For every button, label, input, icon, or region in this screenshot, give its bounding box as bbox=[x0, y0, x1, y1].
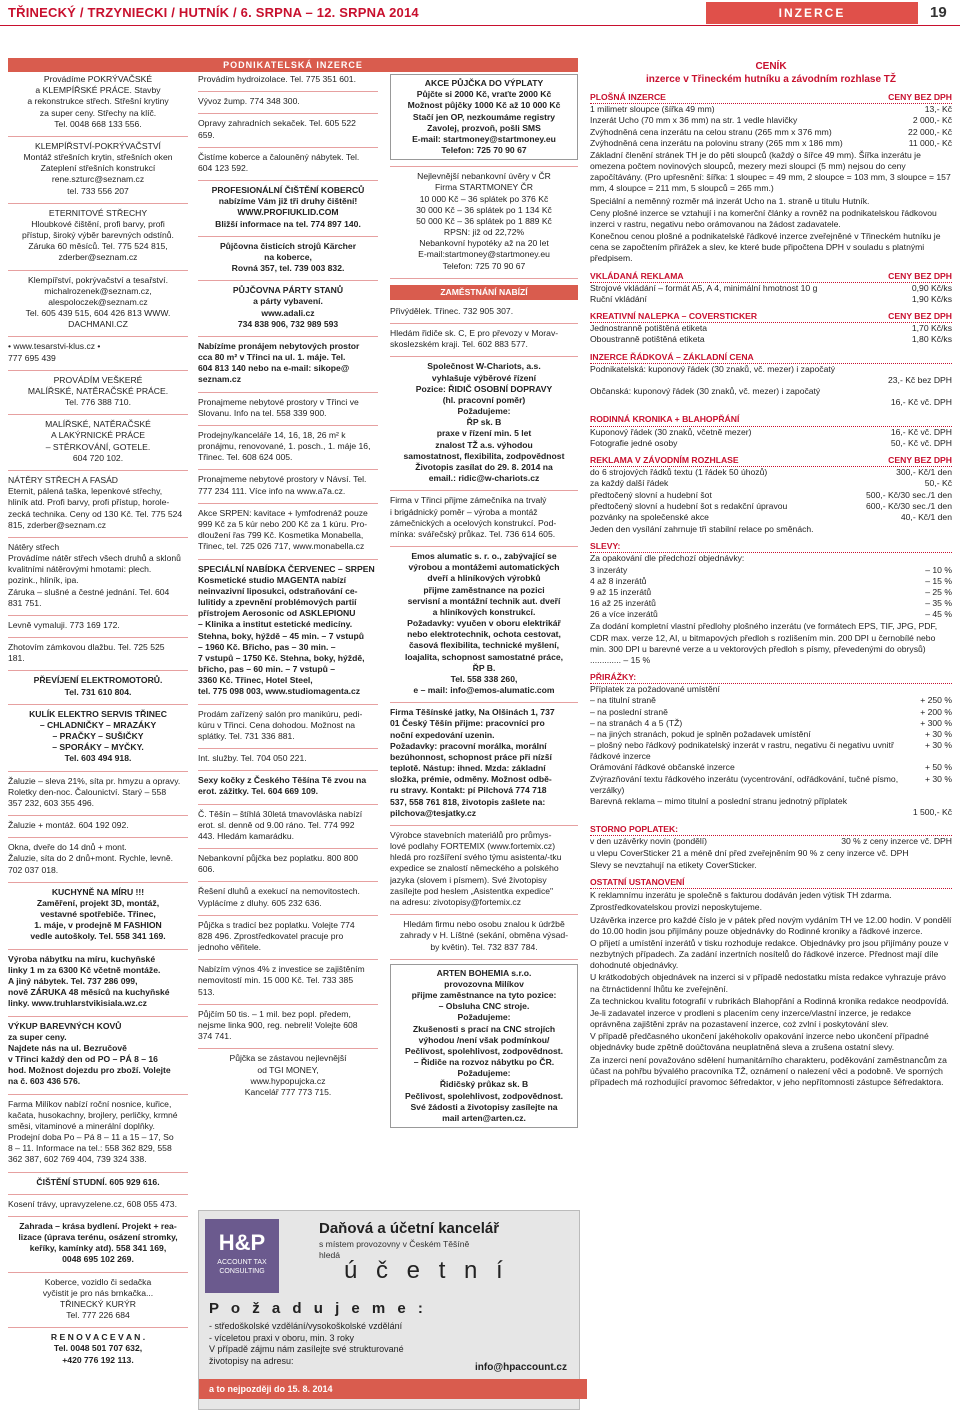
price-value: – 35 % bbox=[925, 598, 952, 609]
price-item: Strojové vkládání – formát A5, A 4, minimální hmotnost 10 g bbox=[590, 282, 818, 293]
classified-ad: ARTEN BOHEMIA s.r.o. provozovna Milíkov přijme zaměstnance na tyto pozice: – Obsluha CNC strojе. Požadujeme: Zkušenosti s prací na CNC strojích výhodou /není však podmínkou/ Pečlivost, spolehlivost, zodpovědnost. – Řidiče na rozvoz nábytku po ČR. Požadujeme: Řidičský průkaz sk. B Pečlivost, spolehlivost, zodpovědnost. Své žádosti a životopisy zasílejte na mail arten@arten.cz. bbox=[390, 964, 578, 1128]
price-note: U krátkodobých objednávek na inzerci si v případě nedostatku místa redakce vyhrazuje právo na čtrnáctidenní lhůtu ke zveřejnění. bbox=[590, 972, 946, 994]
ad-divider bbox=[198, 336, 378, 337]
classified-ad: R E N O V A C E V A N . Tel. 0048 501 707 632, +420 776 192 113. bbox=[50, 1332, 146, 1365]
ad-divider bbox=[8, 470, 188, 471]
price-note: Je-li zadavatel inzerce v prodleni s placením ceny inzerce/vlastní inzerce, je redakce oprávněna zajištěni zpráv na pozastavení inzerce, coż zvlní i poskytování slev. bbox=[590, 1007, 911, 1030]
ad-divider bbox=[198, 559, 378, 560]
classified-ad: KLEMPÍŘSTVÍ-POKRÝVAČSTVÍ Montáž střešních krytin, střešních oken Zateplení střešních konstrukcí rene.szturc@seznam.cz tel. 733 556 207 bbox=[23, 140, 173, 196]
price-value bbox=[948, 386, 952, 397]
price-value: 1,90 Kč/ks bbox=[911, 293, 952, 304]
price-item: Fotografie jedné osoby bbox=[590, 437, 678, 448]
ad-divider bbox=[8, 537, 188, 538]
price-value: 22 000,- Kč bbox=[908, 126, 952, 137]
price-row bbox=[590, 553, 952, 564]
ad-divider bbox=[198, 236, 378, 237]
classified-ad: Akce SRPEN: kavitace + lymfodrenáž pouze 999 Kč za 5 kúr nebo 200 Kč za 1 kúru. Pro- dloužení řas 799 Kč. Kosmetika Monabella, Třinec, tel. 725 026 717, www.monabella.cz bbox=[198, 507, 368, 552]
price-value bbox=[948, 796, 952, 807]
price-section-heading bbox=[590, 672, 952, 684]
section-title: SLEVY: bbox=[590, 541, 621, 552]
price-value: 50,- Kč vč. DPH bbox=[890, 437, 952, 448]
price-value: 1,70 Kč/ks bbox=[911, 323, 952, 334]
price-value: – 10 % bbox=[925, 564, 952, 575]
price-item: Orámování řádkové občanské inzerce bbox=[590, 762, 735, 773]
ad-deadline: a to nejpozději do 15. 8. 2014 bbox=[199, 1379, 587, 1399]
price-value: 500,- Kč/30 sec./1 den bbox=[866, 489, 952, 500]
page-header bbox=[0, 0, 960, 26]
price-note: Zprostředkovatelskou provizi neposkytujeme. bbox=[590, 902, 762, 913]
price-row bbox=[590, 796, 952, 807]
price-note: Jeden den vysílání zahrnuje tři stabilní relace po směnách. bbox=[590, 524, 814, 535]
price-item: 4 až 8 inzerátů bbox=[590, 575, 647, 586]
price-item: 1 milimetr sloupce (šířka 49 mm) bbox=[590, 104, 715, 115]
ads-column-1 bbox=[8, 74, 188, 1372]
classified-ad: MALÍŘSKÉ, NATĚRAČSKÉ A LAKÝRNICKÉ PRÁCE – STĚRKOVÁNÍ, GOTELE. 604 720 102. bbox=[45, 419, 151, 463]
price-section-heading bbox=[590, 824, 952, 836]
price-row bbox=[590, 587, 952, 598]
price-value: 1,80 Kč/ks bbox=[911, 334, 952, 345]
section-title: VKLÁDANÁ REKLAMA bbox=[590, 270, 684, 281]
ad-divider bbox=[8, 270, 188, 271]
price-row bbox=[590, 565, 952, 576]
ad-divider bbox=[198, 804, 378, 805]
header-rule bbox=[0, 25, 960, 26]
classified-ad: Kosení trávy, upravyzelene.cz, 608 055 473. bbox=[8, 1198, 177, 1209]
price-row bbox=[590, 490, 952, 501]
ad-divider bbox=[198, 1004, 378, 1005]
price-row bbox=[590, 467, 952, 478]
classified-ad: Nátěry střech Provádíme nátěr střech všech druhů a sklonů kvalitními nátěrovými hmotami: plech. pozink., hliník, ipa. Záruka – slušné a čestné jednání. Tel. 604 831 751. bbox=[8, 541, 181, 608]
classified-ad: Provádíme POKRÝVAČSKÉ a KLEMPÍŘSKÉ PRÁCE. Stavby a rekonstrukce střech. Střešní krytiny za super ceny. Střechy na klíč. Tel. 0048 668 133 556. bbox=[27, 74, 169, 129]
price-value: 23,- Kč bez DPH bbox=[888, 374, 952, 385]
ad-requirements: - středoškolské vzdělání/vysokoškolské vzdělání - víceletou praxi v oboru, min. 3 roky V případě zájmu nám zasílejte své strukturované životopisy na adresu: bbox=[209, 1321, 404, 1367]
price-list-subtitle: inzerce v Třineckém hutníku a závodním rozhlase TŽ bbox=[645, 74, 897, 85]
classified-ad: Žaluzie – sleva 21%, síta pr. hmyzu a opravy. Roletky den-noc. Čalounictví. Starý – 558 357 232, 603 355 496. bbox=[8, 775, 181, 808]
price-value: – 25 % bbox=[925, 586, 952, 597]
ad-divider bbox=[198, 959, 378, 960]
price-item: Podnikatelská: kuponový řádek (30 znaků, vč. mezer) i započatý bbox=[590, 363, 836, 374]
price-value: 16,- Kč vč. DPH bbox=[890, 397, 952, 408]
classified-ad: Prodejny/kanceláře 14, 16, 18, 26 m² k pronájmu, renovované, 1. posch., 1. máje 16, Třinec. Tel. 608 624 005. bbox=[198, 429, 371, 463]
classified-ad: Nejlevnější nebankovní úvěry v ČR Firma STARTMONEY ČR 10 000 Kč – 36 splátek po 376 Kč 30 000 Kč – 36 splátek po 1 134 Kč 50 000 Kč – 36 splátek po 1 889 Kč RPSN: již od 22,72% Nebankovní hypotéky až na 20 let E-mail:startmoney@startmoney.eu Telefon: 725 70 90 67 bbox=[416, 171, 552, 271]
classified-ad: PROFESIONÁLNÍ ČIŠTĚNÍ KOBERCŮ nabízíme Vám již tři druhy čištění! WWW.PROFIUKLID.COM Bližší informace na tel. 774 897 140. bbox=[211, 185, 365, 229]
section-price-label: CENY BEZ DPH bbox=[888, 270, 952, 281]
price-item: Příplatek za požadované umístění bbox=[590, 684, 720, 695]
price-value: + 30 % bbox=[925, 728, 952, 739]
price-note: V případě předčasného ukončení jakéhokoliv opakování inzerce nebo ukončení případné objednávky bude zpětně doúčtována neuplatněná sleva a zrušena ostatní slevy. bbox=[590, 1031, 929, 1053]
price-item: Ruční vkládání bbox=[590, 293, 647, 304]
ad-divider bbox=[198, 770, 378, 771]
price-row bbox=[590, 740, 952, 762]
classified-ad: Sexy kočky z Českého Těšína Tě zvou na erot. záž​itky. Tel. 604 669 109. bbox=[198, 775, 367, 797]
classified-ad: PŮJČOVNA PÁRTY STANŮ a párty vybavení. www.adali.cz 734 838 906, 732 989 593 bbox=[232, 285, 344, 329]
ad-divider bbox=[8, 670, 188, 671]
price-note: Základní členění stránek TH je do pěti sloupců (každý o šířce 49 mm). Šířka inzerátu je omezena počtem novinových sloupců, mezery mezi sloupci (5 mm) nejsou do ceny započítávány. (Pro upřesnění: šířka: 1 sloupec = 49 mm, 2 sloupce = 103 mm, 3 sloupce = 157 mm, 4 sloupce = 211 mm, 5 sloupců = 265 mm.) bbox=[590, 149, 951, 194]
hp-account-ad bbox=[198, 1210, 580, 1410]
ad-divider bbox=[8, 1327, 188, 1328]
ad-divider bbox=[390, 914, 578, 915]
ad-divider bbox=[198, 113, 378, 114]
classified-ad: KUCHYNĚ NA MÍRU !!! Zaměření, projekt 3D, montáž, vestavné spotřebiče. Třinec, 1. máje, v prodejně M FASHION vedle autoškoly. Tel. 558 341 169. bbox=[30, 886, 166, 942]
classified-ad: Zahrada – krása bydlení. Projekt + rea- lizace (úprava terénu, osázení stromky, keříky, kamínky atd). 558 341 169, 0048 695 102 269. bbox=[18, 1220, 178, 1265]
ad-divider bbox=[8, 1272, 188, 1273]
price-row bbox=[590, 762, 952, 773]
price-item: – na stranách 4 a 5 (TŽ) bbox=[590, 717, 683, 728]
price-value: 50,- Kč bbox=[924, 478, 952, 489]
price-row bbox=[590, 774, 952, 796]
price-value: – 45 % bbox=[925, 609, 952, 620]
ad-divider bbox=[198, 91, 378, 92]
price-row bbox=[590, 397, 952, 408]
price-value: + 250 % bbox=[920, 695, 952, 706]
ad-divider bbox=[8, 882, 188, 883]
price-row bbox=[590, 115, 952, 126]
price-item: Jednostranně potištěná etiketa bbox=[590, 323, 708, 334]
classified-ad: Levně vymaluji. 773 169 172. bbox=[8, 619, 120, 630]
classified-ad: Opravy zahradních sekaček. Tel. 605 522 659. bbox=[198, 118, 356, 140]
ad-subtitle: s místem provozovny v Českém Těšíně hledá bbox=[319, 1239, 470, 1261]
price-row bbox=[590, 848, 952, 859]
ad-divider bbox=[198, 704, 378, 705]
ad-divider bbox=[390, 323, 578, 324]
price-value: 0,90 Kč/ks bbox=[911, 282, 952, 293]
ad-divider bbox=[198, 280, 378, 281]
price-note: Uzávěrka inzerce pro každé číslo je v pátek před novým vydáním TH ve 12.00 hodin. V pondělí do 10.00 hodin jsou přijímány pouze objednávky do Rodinné kroniky a řádkové inzerce. bbox=[590, 914, 952, 936]
price-value: 300,- Kč/1 den bbox=[896, 467, 952, 478]
ad-divider bbox=[198, 503, 378, 504]
classified-ad: Kobercе, vozidlo či sedačka vyčistit je pro nás brnkačka... TŘINECKÝ KURÝR Tel. 777 226 684 bbox=[42, 1276, 154, 1321]
price-value: – 15 % bbox=[925, 575, 952, 586]
price-value: 2 000,- Kč bbox=[912, 115, 952, 126]
price-section-heading bbox=[590, 92, 952, 104]
price-item: předtočený slovní a hudební šot s redakční úpravou bbox=[590, 500, 788, 511]
classified-ad: Firma Těšínské jatky, Na Olšinách 1, 737 01 Český Těšín přijme: pracovníci pro noční expedování uzenin. Požadavky: pracovní morálka, morální bezúhonnost, schopnost práce při nízší teplotě. Nástup: ihned. Mzda: základní složka, prémie, odměny. Možnost odbě- ru stravy. Kontakt: pí Pilchová 774 718 537, 558 761 818, životopis zašlete na: pilchova@tesjatky.cz bbox=[390, 707, 555, 818]
price-value: 600,- Kč/30 sec./1 den bbox=[866, 500, 952, 511]
page-number: 19 bbox=[930, 4, 947, 21]
price-section-heading bbox=[590, 311, 952, 323]
price-item: 3 inzeráty bbox=[590, 564, 628, 575]
section-price-label: CENY BEZ DPH bbox=[888, 92, 952, 102]
price-value: + 50 % bbox=[925, 762, 952, 773]
ad-require-head: P o ž a d u j e m e : bbox=[209, 1300, 427, 1317]
price-item: – na jiných stranách, pokud je splněn požadavek umístění bbox=[590, 728, 811, 739]
ad-divider bbox=[390, 278, 578, 279]
classified-ad: Hledám firmu nebo osobu znalou k údržbě zahrady v H. Líštné (sekání, obměna výsad- by květin). Tel. 732 837 784. bbox=[399, 919, 569, 952]
price-value: 30 % z ceny inzerce vč. DPH bbox=[841, 836, 952, 847]
classified-ad: SPECIÁLNÍ NABÍDKA ČERVENEC – SRPEN Kosmetické studio MAGENTA nabízí neinvazivní liposukci, odstraňování ce- lulitidy a zpevnění problémových partií přístrojem Aerosonic od ASKLEPIONU – Klinika a institut estetické medicíny. Stehna, boky, hýždě – 45 min. – 7 vstupů – 1960 Kč. Břicho, pas – 30 min. – 7 vstupů – 1750 Kč. Stehna, boky, hýždě, břicho, pas – 60 min. – 7 vstupů – 3360 Kč. Třinec, Hotel Steel, tel. 775 098 003, www.studiomagenta.cz bbox=[198, 563, 375, 697]
price-section-heading bbox=[590, 414, 952, 426]
classified-ad: ETERNITOVÉ STŘECHY Hloubkové čištění, profi barvy, profi přístup, široký výběr barevných odstínů. Záruka 60 měsíců. Tel. 775 524 815, zderber@seznam.cz bbox=[22, 207, 174, 263]
price-item: Kuponový řádek (30 znaků, včetně mezer) bbox=[590, 426, 752, 437]
newspaper-title: TŘINECKÝ / TRZYNIECKI / HUTNÍK / 6. SRPNA – 12. SRPNA 2014 bbox=[8, 5, 419, 20]
ad-divider bbox=[390, 959, 578, 960]
price-row bbox=[590, 707, 952, 718]
classified-ad: Emos alumatic s. r. o., zabývající se výrobou a montážemi automatických dveří a hliníkových výrobků přijme zaměstnance na pozici servisní a montážní technik aut. dveří a hliníkových konstrukcí. Požadavky: vyučen v oboru elektrikář nebo elektrotechnik, ochota cestovat, časová flexibilita, technické myšlení, loajalita, schopnost samostatné práce, ŘP B. Tel. 558 338 260, e – mail: info@emos-alumatic.com bbox=[404, 551, 564, 696]
ad-divider bbox=[198, 748, 378, 749]
classified-ad: KULÍK ELEKTRO SERVIS TŘINEC – CHLADNIČKY – MRAZÁKY – PRAČKY – SUŠIČKY – SPORÁKY – MYČKY. Tel. 603 494 918. bbox=[29, 708, 167, 764]
ad-divider bbox=[198, 881, 378, 882]
ad-divider bbox=[8, 1194, 188, 1195]
section-title: REKLAMA V ZÁVODNÍM ROZHLASE bbox=[590, 454, 739, 465]
classified-ad: Přivýdělek. Třinec. 732 905 307. bbox=[390, 305, 514, 316]
ad-divider bbox=[8, 637, 188, 638]
price-value bbox=[948, 684, 952, 695]
price-section-heading bbox=[590, 877, 952, 889]
classified-ad: Hledám řidiče sk. C, E pro převozy v Morav- skoslezském kraji. Tel. 602 883 577. bbox=[390, 328, 559, 350]
price-row bbox=[590, 836, 952, 847]
price-section-heading bbox=[590, 271, 952, 283]
classified-ad: Klempířství, pokrývačství a tesařství. michalrozenek@seznam.cz, alespoloczek@seznam.cz Tel. 605 439 515, 604 426 813 WWW. DACHMANI.CZ bbox=[25, 274, 171, 330]
section-banner: PODNIKATELSKÁ INZERCE bbox=[8, 58, 578, 72]
classified-ad: Prodám zařízený salón pro manikúru, pedi- kúru v Třinci. Cena dohodou. Možnost na splátky. Tel. 731 336 881. bbox=[198, 708, 363, 741]
price-value: 16,- Kč vč. DPH bbox=[890, 426, 952, 437]
classified-ad: Čistíme koberce a čalouněný nábytek. Tel. 604 123 592. bbox=[198, 151, 360, 173]
ad-divider bbox=[198, 848, 378, 849]
ad-divider bbox=[198, 915, 378, 916]
price-note: Speciální a neměnný rozměr má inzerát Ucho na 1. straně u titulu Hutník. bbox=[590, 195, 870, 206]
price-item: do 6 strojových řádků textu (1 řádek 50 úhozů) bbox=[590, 467, 768, 478]
price-row bbox=[590, 598, 952, 609]
price-item: u vlepu CoverSticker 21 a méně dní před zveřejněním 90 % z ceny inzerce vč. DPH bbox=[590, 847, 909, 858]
ad-role: ú č e t n í bbox=[344, 1257, 509, 1284]
ad-divider bbox=[8, 815, 188, 816]
classified-ad: Provádím hydroizolace. Tel. 775 351 601. bbox=[198, 74, 356, 84]
classified-ad: ZAMĚSTNÁNÍ NABÍZÍ bbox=[390, 285, 578, 300]
price-value bbox=[948, 553, 952, 564]
classified-ad: Farma Milíkov nabízí roční nosnice, kuřice, kačata, husokachny, brojlery, perličky, krmné směsi, vitaminové a minerální doplňky. Prodejní doba Po – Pá 8 – 11 a 15 – 17, So 8 – 11. Informace na tel.: 558 362 829, 558 362 387, 602 769 404, 739 324 338. bbox=[8, 1098, 178, 1165]
section-title: STORNO POPLATEK: bbox=[590, 824, 679, 835]
price-row bbox=[590, 138, 952, 149]
ad-divider bbox=[390, 546, 578, 547]
price-item: Inzerát Ucho (70 mm x 36 mm) na str. 1 vedle hlavičky bbox=[590, 115, 798, 126]
price-item: pozvánky na společenské akce bbox=[590, 511, 709, 522]
ad-title: Daňová a účetní kancelář bbox=[319, 1220, 500, 1237]
price-row bbox=[590, 576, 952, 587]
price-note: K reklamnímu inzerátu je společně s fakturou dodáván jeden výtisk TH zdarma. bbox=[590, 890, 892, 901]
section-price-label: CENY BEZ DPH bbox=[888, 454, 952, 465]
hp-logo bbox=[205, 1219, 279, 1293]
section-title: INZERCE ŘÁDKOVÁ – ZÁKLADNÍ CENA bbox=[590, 351, 754, 362]
price-list-title: CENÍK bbox=[755, 61, 787, 72]
ad-divider bbox=[8, 837, 188, 838]
price-value: 13,- Kč bbox=[924, 104, 952, 115]
price-item: předtočený slovní a hudební šot bbox=[590, 489, 712, 500]
price-row bbox=[590, 283, 952, 294]
price-note: Za technickou kvalitu fotografií v rubrikách Blahopřání a Rodinná kronika redakce neodpovídá. bbox=[590, 995, 949, 1006]
ad-divider bbox=[8, 203, 188, 204]
classified-ad: Int. služby. Tel. 704 050 221. bbox=[198, 753, 307, 764]
price-row bbox=[590, 609, 952, 620]
price-value: + 30 % bbox=[925, 740, 952, 751]
price-row bbox=[590, 427, 952, 438]
price-row bbox=[590, 684, 952, 695]
price-list-body bbox=[590, 92, 952, 1088]
price-value: 40,- Kč/1 den bbox=[900, 511, 952, 522]
logo-subtext: ACCOUNT TAX CONSULTING bbox=[217, 1258, 267, 1275]
price-row bbox=[590, 294, 952, 305]
ad-divider bbox=[8, 949, 188, 950]
classified-ad: Nabízím výnos 4% z investice se zajištěním nemovitostí min. 15 000 Kč. Tel. 733 385 513. bbox=[198, 964, 365, 997]
ad-divider bbox=[198, 425, 378, 426]
ad-divider bbox=[198, 1048, 378, 1049]
price-item: Zvýrazňování textu řádkového inzerátu (vycentrování, odřádkování, tučné písmo, verzálky) bbox=[590, 773, 899, 795]
ad-divider bbox=[8, 336, 188, 337]
price-row bbox=[590, 695, 952, 706]
section-title: PLOŠNÁ INZERCE bbox=[590, 92, 666, 102]
price-item: za každý další řádek bbox=[590, 478, 669, 489]
classified-ad: PROVÁDÍM VEŠKERÉ MALÍŘSKÉ, NATĚRAČSKÉ PRÁCE. Tel. 776 388 710. bbox=[27, 374, 169, 408]
price-item: 26 a více inzerátů bbox=[590, 609, 658, 620]
price-row bbox=[590, 375, 952, 386]
ad-divider bbox=[8, 615, 188, 616]
classified-ad: Č. Těšín – štíhlá 30letá tmavovláska nabízí erot. sl. denně od 9.00 ráno. Tel. 774 992 443. Hledám kamarádku. bbox=[198, 808, 363, 841]
ad-divider bbox=[8, 771, 188, 772]
price-section-heading bbox=[590, 541, 952, 553]
price-value: + 30 % bbox=[925, 773, 952, 784]
price-row bbox=[590, 807, 952, 818]
price-row bbox=[590, 323, 952, 334]
classified-ad: Vývoz žump. 774 348 300. bbox=[198, 96, 300, 107]
ad-divider bbox=[8, 1016, 188, 1017]
price-value: 11 000,- Kč bbox=[908, 137, 952, 148]
price-row bbox=[590, 729, 952, 740]
classified-ad: VÝKUP BAREVNÝCH KOVŮ za super ceny. Najdete nás na ul. Bezručově v Třinci každý den od PO – PÁ 8 – 16 hod. Možnost dojezdu pro zboží. Volejte na č. 603 436 576. bbox=[8, 1020, 171, 1087]
section-price-label: CENY BEZ DPH bbox=[888, 311, 952, 322]
price-row bbox=[590, 438, 952, 449]
price-item: 9 až 15 inzerátů bbox=[590, 586, 652, 597]
ad-divider bbox=[8, 414, 188, 415]
classified-ad: Půjčka se zástavou nejlevnější od TGI MONEY, www.hypopujcka.cz Kancelář 777 773 715. bbox=[229, 1053, 347, 1097]
classified-ad: Společnost W-Chariots, a.s. vyhlašuje výběrové řízení Pozice: ŘIDIČ OSOBNÍ DOPRAVY (hl. pracovní poměr) Požadujeme: ŘP sk. B praxe v řízení min. 5 let znalost TŽ a.s. výhodou samostatnost, flexibilita, zodpovědnost Životopis zasílat do 29. 8. 2014 na email.: ridic@w-chariots.cz bbox=[403, 361, 565, 484]
price-item: – na poslední straně bbox=[590, 706, 668, 717]
classified-ad: Půjčovna čisticích strojů Kärcher na koberce, Rovná 357, tel. 739 003 832. bbox=[219, 240, 357, 274]
classified-ad: ČIŠTĚNÍ STUDNÍ. 605 929 616. bbox=[36, 1176, 160, 1187]
section-label: INZERCE bbox=[706, 2, 918, 24]
ad-divider bbox=[8, 1094, 188, 1095]
ads-column-3 bbox=[390, 74, 578, 1204]
price-note: Slevy se nevztahují na etikety CoverSticker. bbox=[590, 859, 757, 870]
ad-divider bbox=[8, 370, 188, 371]
classified-ad: Půjčím 50 tis. – 1 mil. bez popl. předem, nejsme linka 900, reg. nebreli! Volejte 608 374 741. bbox=[198, 1008, 358, 1042]
ad-divider bbox=[8, 136, 188, 137]
ad-email: info@hpaccount.cz bbox=[475, 1362, 567, 1373]
price-row bbox=[590, 512, 952, 523]
price-note: Za dodání kompletní vlastní předlohy plošného inzerátu (ve formátech EPS, TIF, JPG, PDF, CDR max. verze 12, AI, u bitmapových předloh s rozlišením min. 200 DPI u černobílé nebo min. 300 DPI u barevné verze a u vektorových předloh s písmy, převedenými do obrysů) ............. – 15 % bbox=[590, 621, 938, 665]
price-value bbox=[948, 848, 952, 859]
price-section-heading bbox=[590, 455, 952, 467]
price-value: + 300 % bbox=[920, 717, 952, 728]
logo-text: H&P bbox=[218, 1230, 266, 1255]
ad-divider bbox=[390, 166, 578, 167]
price-item: Barevná reklama – mimo titulní a poslední stranu jednotný příplatek bbox=[590, 795, 847, 806]
ad-divider bbox=[198, 469, 378, 470]
section-title: RODINNÁ KRONIKA + BLAHOPŘÁNÍ bbox=[590, 414, 740, 425]
classified-ad: Pronajmeme nebytové prostory v Třinci ve Slovanu. Info na tel. 558 339 900. bbox=[198, 396, 359, 418]
price-item: v den uzávěrky novin (pondělí) bbox=[590, 836, 708, 847]
price-row bbox=[590, 718, 952, 729]
classified-ad: Půjčka s tradicí bez poplatku. Volejte 774 828 496. Zprostředkovatel pracuje pro jednoho věřitele. bbox=[198, 919, 355, 953]
price-row bbox=[590, 501, 952, 512]
classified-ad: Zhotovím zámkovou dlažbu. Tel. 725 525 181. bbox=[8, 642, 165, 664]
classified-ad: AKCE PŮJČKA DO VÝPLATY Půjčte si 2000 Kč, vraťte 2000 Kč Možnost půjčky 1000 Kč až 10 000 Kč Stačí jen OP, nezkoumáme registry Zavolej, prozvoň, pošli SMS E-mail: startmoney@startmoney.eu Telefon: 725 70 90 67 bbox=[390, 74, 578, 160]
classified-ad: PŘEVÍJENÍ ELEKTROMOTORŮ. Tel. 731 610 804. bbox=[33, 675, 163, 697]
ad-divider bbox=[390, 825, 578, 826]
price-row bbox=[590, 386, 952, 397]
ad-divider bbox=[390, 356, 578, 357]
ad-divider bbox=[390, 490, 578, 491]
classified-ad: NÁTĚRY STŘECH A FASÁD Eternit, pálená taška, lepenkové střechy, hliník atd. Profi barvy, profi přístup, horole- zecká technika. Ceny od 130 Kč. Tel. 775 524 815, zderber@seznam.cz bbox=[8, 474, 183, 530]
ad-divider bbox=[8, 704, 188, 705]
price-item: Oboustranně potištěná etiketa bbox=[590, 334, 705, 345]
classified-ad: Nebankovní půjčka bez poplatku. 800 800 606. bbox=[198, 853, 359, 875]
price-value: + 200 % bbox=[920, 706, 952, 717]
ad-divider bbox=[198, 180, 378, 181]
classified-ad: • www.tesarstvi-klus.cz • 777 695 439 bbox=[8, 341, 101, 363]
price-item: Za opakování dle předchozí objednávky: bbox=[590, 553, 745, 564]
ad-divider bbox=[390, 702, 578, 703]
ad-divider bbox=[8, 1172, 188, 1173]
section-title: KREATIVNÍ NALEPKA – COVERSTICKER bbox=[590, 311, 758, 322]
price-note: O přijetí a umístění inzerátů v tisku rozhoduje redakce. Objednávky pro jsou přijímány pouze v nezbytných případech. Za zadání inzertních nosítelů do řádkové inzerce. Přednost mají díle dohodnuté objednávky. bbox=[590, 937, 949, 971]
classified-ad: Výrobce stavebních materiálů pro průmys- lové podlahy FORTEMIX (www.fortemix.cz) hledá pro rozšíření svého týmu asistenta/-tku expedice se znalostí německého a polského jazyka (slovem i písmem). Své životopisy zasílejte pod heslem „Asistentka expedice" na adresu: zivotopisy@fortemix.cz bbox=[390, 829, 562, 907]
section-title: PŘIRÁŽKY: bbox=[590, 672, 637, 683]
price-item: – plošný nebo řádkový podnikatelský inzerát v rastru, negativu či negativu uvnitř řádkové inzerce bbox=[590, 740, 894, 762]
price-row bbox=[590, 364, 952, 375]
price-note: Konečnou cenou plošné a podnikatelské řádkové inzerce zveřejněné v Třineckém hutníku je cena se započtením přirážek a slev, ke které bude připočtena DPH v souladu s platnými předpisem. bbox=[590, 231, 941, 264]
price-list bbox=[590, 60, 952, 1410]
ads-column-2 bbox=[198, 74, 378, 1204]
classified-ad: Žaluzie + montáž. 604 192 092. bbox=[8, 820, 129, 831]
price-section-heading bbox=[590, 352, 952, 364]
price-row bbox=[590, 127, 952, 138]
price-item: 16 až 25 inzerátů bbox=[590, 598, 656, 609]
price-item: Zvýhodněná cena inzerátu na polovinu strany (265 mm x 186 mm) bbox=[590, 137, 843, 148]
price-row bbox=[590, 104, 952, 115]
classified-ad: Okna, dveře do 14 dnů + mont. Žaluzie, sítа do 2 dnů+mont. Rychle, levně. 702 037 018. bbox=[8, 842, 174, 875]
ad-divider bbox=[198, 147, 378, 148]
classified-ad: Firma v Třinci přijme zámečníka na trvalý i brigádnický poměr – výroba a montáž zámečnických a ocelových konstrukcí. Pod- mínka: svářečský průkaz. Tel. 736 614 605. bbox=[390, 495, 557, 539]
price-value: 1 500,- Kč bbox=[912, 807, 952, 818]
classified-ad: Pronajmeme nebytové prostory v Návsí. Tel. 777 234 111. Více info na www.a7a.cz. bbox=[198, 474, 367, 496]
price-row bbox=[590, 334, 952, 345]
price-note: Ceny plošné inzerce se vztahují i na komerční články a rovněž na podnikatelskou řádkovou inzerci v rastru, negativu nebo orámovanou na žádost zadavatele. bbox=[590, 207, 937, 229]
price-item: Občanská: kuponový řádek (30 znaků, vč. mezer) i započatý bbox=[590, 386, 821, 397]
classified-ad: Řešení dluhů a exekucí na nemovitostech. Vyplácíme z dluhy. 605 232 636. bbox=[198, 886, 360, 908]
price-note: Za inzerci není považováno sdělení humanitárního charakteru, poděkování zaměstnancům za účast na pohřbu bývalého pracovníka TŽ, oznámení o nalezení věci a podobně. Ve sporných případech má rozhodující pravomoc šéfredaktor, v jeho nepřítomnosti zástupce šéfredaktora. bbox=[590, 1054, 947, 1087]
section-title: OSTATNÍ USTANOVENÍ bbox=[590, 877, 685, 887]
price-value bbox=[948, 364, 952, 375]
price-item: Zvýhodněná cena inzerátu na celou stranu (265 mm x 376 mm) bbox=[590, 126, 832, 137]
ad-divider bbox=[8, 1216, 188, 1217]
classified-ad: Výroba nábytku na míru, kuchyňské linky 1 m za 6300 Kč včetně montáže. A jiný nábytek. Tel. 737 286 099, nově ZÁRUKA 48 měsíců na kuchyňské linky. www.truhlarstvikisiala.wz.cz bbox=[8, 953, 170, 1009]
classified-ad: Nabízíme pronájem nebytových prostor cca 80 m² v Třinci na ul. 1. máje. Tel. 604 813 140 nebo na e-mail: sikope@ seznam.cz bbox=[198, 340, 360, 385]
price-row bbox=[590, 478, 952, 489]
ad-divider bbox=[198, 392, 378, 393]
price-item: – na titulní straně bbox=[590, 695, 656, 706]
